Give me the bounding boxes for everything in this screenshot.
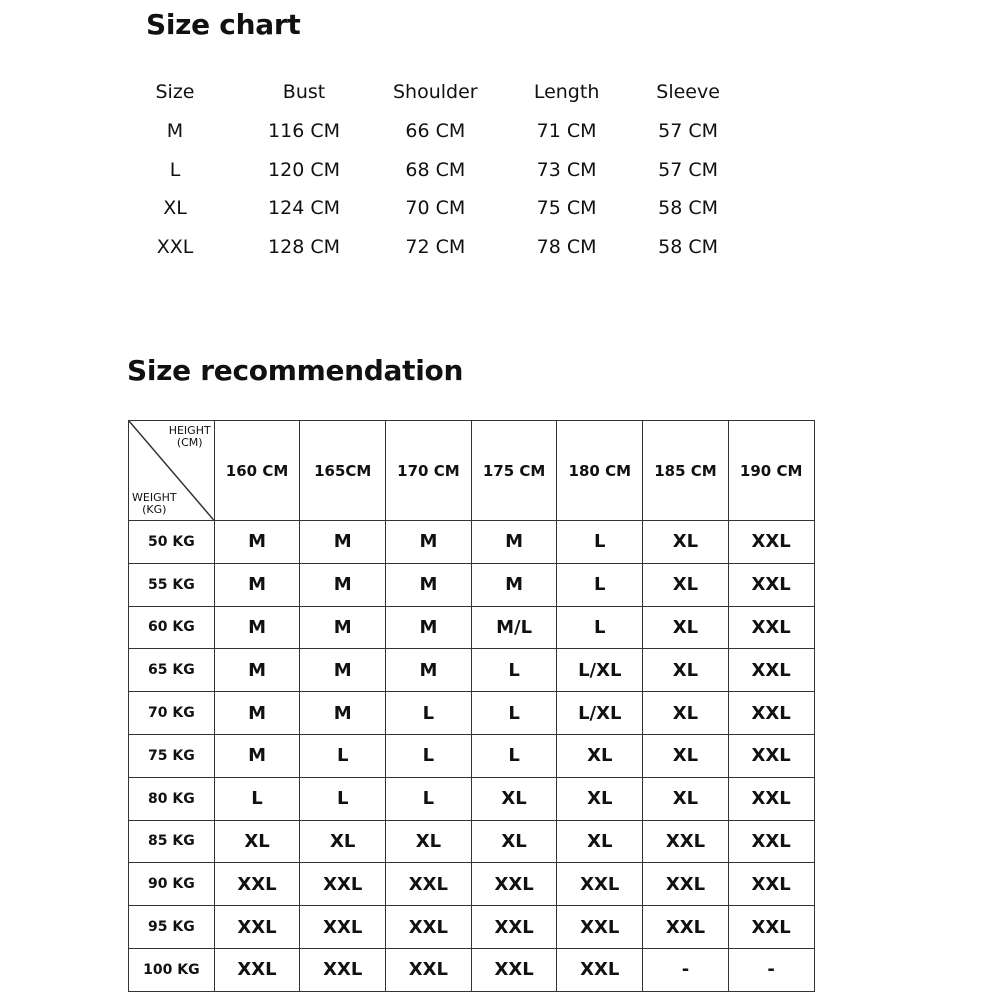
recommended-size-cell: XXL — [728, 863, 814, 906]
recommended-size-cell: XL — [557, 734, 643, 777]
measurement-cell: 128 CM — [268, 236, 340, 259]
recommended-size-cell: XXL — [386, 948, 472, 991]
recommended-size-cell: M — [386, 649, 472, 692]
weight-axis-label: WEIGHT (KG) — [132, 491, 177, 516]
recommended-size-cell: L — [557, 563, 643, 606]
weight-row — [129, 734, 815, 777]
recommended-size-cell: XXL — [471, 906, 557, 949]
corner-cell — [129, 421, 215, 521]
weight-label: 50 KG — [129, 521, 215, 564]
recommended-size-cell: M — [471, 521, 557, 564]
recommended-size-cell: XL — [643, 692, 729, 735]
recommended-size-cell: M — [471, 563, 557, 606]
measurement-cell: 78 CM — [536, 236, 597, 259]
recommended-size-cell: XXL — [728, 649, 814, 692]
weight-label: 70 KG — [129, 692, 215, 735]
measurement-cell: 57 CM — [658, 120, 719, 143]
recommended-size-cell: L — [471, 692, 557, 735]
recommended-size-cell: M — [300, 649, 386, 692]
recommended-size-cell: XXL — [728, 777, 814, 820]
recommended-size-cell: M — [214, 734, 300, 777]
weight-row — [129, 649, 815, 692]
recommended-size-cell: XL — [386, 820, 472, 863]
size-recommendation-table — [128, 420, 815, 992]
measurement-cell: 120 CM — [268, 158, 340, 181]
size-chart-table — [135, 73, 888, 266]
recommended-size-cell: M — [300, 521, 386, 564]
measurement-cell: 57 CM — [658, 158, 719, 181]
weight-label: 65 KG — [129, 649, 215, 692]
recommended-size-cell: L — [386, 734, 472, 777]
size-chart-header-row — [135, 73, 888, 112]
recommended-size-cell: XXL — [728, 820, 814, 863]
recommended-size-cell: M — [214, 521, 300, 564]
recommended-size-cell: L — [471, 649, 557, 692]
recommended-size-cell: XXL — [471, 863, 557, 906]
recommended-size-cell: XL — [643, 734, 729, 777]
recommended-size-cell: XXL — [214, 948, 300, 991]
weight-row — [129, 820, 815, 863]
weight-row — [129, 692, 815, 735]
recommended-size-cell: L/XL — [557, 649, 643, 692]
height-axis-label: HEIGHT (CM) — [168, 424, 211, 449]
size-label: M — [166, 120, 184, 143]
recommended-size-cell: XL — [471, 777, 557, 820]
recommended-size-cell: XL — [557, 820, 643, 863]
height-header-row — [129, 421, 815, 521]
measurement-cell: 116 CM — [268, 120, 340, 143]
weight-label: 90 KG — [129, 863, 215, 906]
recommended-size-cell: L — [471, 734, 557, 777]
recommended-size-cell: M — [214, 649, 300, 692]
recommended-size-cell: M — [300, 563, 386, 606]
recommended-size-cell: XXL — [728, 906, 814, 949]
size-chart-row — [135, 189, 888, 228]
height-header: 185 CM — [643, 421, 729, 521]
recommended-size-cell: XXL — [300, 906, 386, 949]
weight-label: 75 KG — [129, 734, 215, 777]
recommended-size-cell: XXL — [214, 906, 300, 949]
bust-header: Bust — [282, 81, 326, 104]
size-label: L — [169, 158, 181, 181]
recommended-size-cell: XXL — [386, 906, 472, 949]
size-chart-row — [135, 228, 888, 267]
recommended-size-cell: XXL — [557, 906, 643, 949]
recommended-size-cell: M — [386, 563, 472, 606]
weight-label: 55 KG — [129, 563, 215, 606]
measurement-cell: 73 CM — [536, 158, 597, 181]
measurement-cell: 68 CM — [405, 158, 466, 181]
recommended-size-cell: XXL — [728, 692, 814, 735]
recommended-size-cell: - — [728, 948, 814, 991]
recommended-size-cell: - — [643, 948, 729, 991]
measurement-cell: 75 CM — [536, 197, 597, 220]
recommended-size-cell: XXL — [557, 863, 643, 906]
recommended-size-cell: XXL — [557, 948, 643, 991]
recommended-size-cell: XL — [471, 820, 557, 863]
recommended-size-cell: L — [557, 606, 643, 649]
recommended-size-cell: L — [386, 692, 472, 735]
measurement-cell: 124 CM — [268, 197, 340, 220]
recommended-size-cell: XXL — [214, 863, 300, 906]
size-recommendation-title: Size recommendation — [127, 354, 464, 387]
height-header: 160 CM — [214, 421, 300, 521]
recommended-size-cell: M — [300, 606, 386, 649]
weight-row — [129, 521, 815, 564]
weight-row — [129, 906, 815, 949]
size-chart-row — [135, 112, 888, 151]
height-header: 165CM — [300, 421, 386, 521]
recommended-size-cell: XL — [643, 649, 729, 692]
measurement-cell: 70 CM — [405, 197, 466, 220]
weight-row — [129, 606, 815, 649]
recommended-size-cell: L — [214, 777, 300, 820]
height-header: 175 CM — [471, 421, 557, 521]
size-chart-row — [135, 150, 888, 189]
recommended-size-cell: XL — [643, 606, 729, 649]
recommended-size-cell: XXL — [728, 734, 814, 777]
measurement-cell: 66 CM — [405, 120, 466, 143]
weight-label: 80 KG — [129, 777, 215, 820]
recommended-size-cell: XL — [643, 777, 729, 820]
weight-row — [129, 563, 815, 606]
recommended-size-cell: M — [214, 563, 300, 606]
measurement-cell: 58 CM — [658, 197, 719, 220]
recommended-size-cell: M — [386, 606, 472, 649]
recommended-size-cell: XXL — [728, 563, 814, 606]
sleeve-header: Sleeve — [656, 81, 720, 104]
size-label: XL — [163, 197, 187, 220]
recommended-size-cell: XXL — [386, 863, 472, 906]
weight-label: 100 KG — [129, 948, 215, 991]
weight-label: 60 KG — [129, 606, 215, 649]
size-header: Size — [155, 81, 195, 104]
recommended-size-cell: XL — [643, 563, 729, 606]
size-chart-title: Size chart — [146, 8, 301, 41]
weight-label: 85 KG — [129, 820, 215, 863]
height-header: 170 CM — [386, 421, 472, 521]
recommended-size-cell: XXL — [300, 948, 386, 991]
weight-row — [129, 948, 815, 991]
recommended-size-cell: XL — [643, 521, 729, 564]
measurement-cell: 58 CM — [658, 236, 719, 259]
recommended-size-cell: M — [386, 521, 472, 564]
recommended-size-cell: L/XL — [557, 692, 643, 735]
length-header: Length — [533, 81, 600, 104]
recommended-size-cell: L — [300, 734, 386, 777]
recommended-size-cell: L — [300, 777, 386, 820]
recommended-size-cell: XXL — [300, 863, 386, 906]
measurement-cell: 72 CM — [405, 236, 466, 259]
recommended-size-cell: M — [214, 692, 300, 735]
size-label: XXL — [156, 236, 194, 259]
recommended-size-cell: M — [300, 692, 386, 735]
recommended-size-cell: XXL — [471, 948, 557, 991]
measurement-cell: 71 CM — [536, 120, 597, 143]
recommended-size-cell: XXL — [728, 606, 814, 649]
recommended-size-cell: XXL — [643, 820, 729, 863]
height-header: 180 CM — [557, 421, 643, 521]
recommended-size-cell: XL — [300, 820, 386, 863]
weight-label: 95 KG — [129, 906, 215, 949]
recommended-size-cell: XXL — [643, 906, 729, 949]
height-header: 190 CM — [728, 421, 814, 521]
weight-row — [129, 863, 815, 906]
shoulder-header: Shoulder — [393, 81, 478, 104]
recommended-size-cell: XL — [214, 820, 300, 863]
weight-row — [129, 777, 815, 820]
recommended-size-cell: L — [386, 777, 472, 820]
recommended-size-cell: L — [557, 521, 643, 564]
recommended-size-cell: XXL — [728, 521, 814, 564]
recommended-size-cell: XXL — [643, 863, 729, 906]
recommended-size-cell: M/L — [471, 606, 557, 649]
recommended-size-cell: M — [214, 606, 300, 649]
recommended-size-cell: XL — [557, 777, 643, 820]
